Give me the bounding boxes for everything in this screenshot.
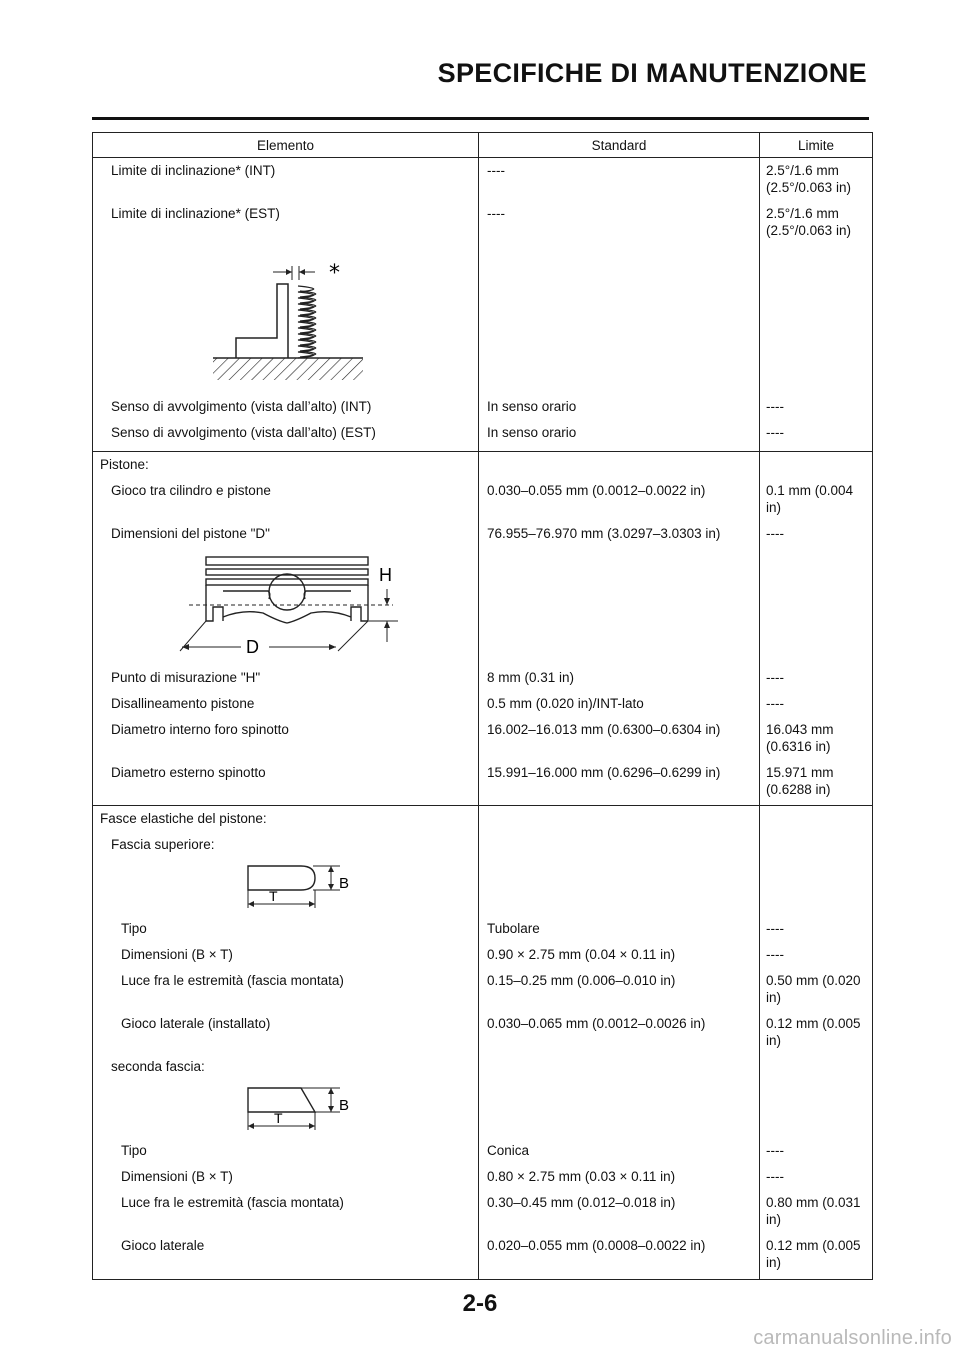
cell-limit: 2.5°/1.6 mm (2.5°/0.063 in) (766, 206, 851, 238)
cell-limit: ---- (766, 947, 784, 962)
cell-limit: 0.80 mm (0.031 in) (766, 1195, 861, 1227)
cell-item: Gioco laterale (installato) (121, 1016, 271, 1031)
cell-limit: 0.1 mm (0.004 in) (766, 483, 854, 515)
cell-item: Punto di misurazione "H" (111, 670, 261, 685)
cell-item: Senso di avvolgimento (vista dall’alto) (EST) (111, 425, 376, 440)
cell-item: Gioco tra cilindro e pistone (111, 483, 271, 498)
table-row (93, 1190, 873, 1233)
piston-label-d: D (246, 637, 259, 657)
square-block (236, 284, 288, 358)
table-row (93, 968, 873, 1011)
rings-group (93, 806, 873, 1280)
second-ring-label-t: T (274, 1110, 283, 1126)
cell-limit: 0.50 mm (0.020 in) (766, 973, 861, 1005)
cell-item: Diametro interno foro spinotto (111, 722, 289, 737)
cell-item: Tipo (121, 921, 147, 936)
second-ring-label-b: B (339, 1097, 350, 1114)
cell-limit: 16.043 mm (0.6316 in) (766, 722, 834, 754)
ground-hatch (213, 358, 363, 380)
col-header-limit: Limite (760, 133, 873, 158)
table-row (93, 201, 873, 244)
cell-limit: ---- (766, 696, 784, 711)
cell-standard: 0.020–0.055 mm (0.0008–0.0022 in) (487, 1238, 706, 1253)
subsection-heading-row (93, 1054, 873, 1080)
cell-standard: 0.15–0.25 mm (0.006–0.010 in) (487, 973, 676, 988)
cell-standard: 8 mm (0.31 in) (487, 670, 575, 685)
top-ring-figure (93, 858, 478, 916)
section-heading-row (93, 452, 873, 479)
cell-limit: ---- (766, 921, 784, 936)
spring-tilt-figure (93, 244, 478, 394)
spec-table (92, 132, 873, 1280)
table-row (93, 1138, 873, 1164)
cell-item: Dimensioni (B × T) (121, 1169, 233, 1184)
cell-limit: ---- (766, 399, 784, 414)
cell-standard: 0.030–0.065 mm (0.0012–0.0026 in) (487, 1016, 706, 1031)
table-row (93, 420, 873, 452)
table-row (93, 760, 873, 806)
section-heading-row (93, 806, 873, 833)
cell-item: Senso di avvolgimento (vista dall’alto) (INT) (111, 399, 372, 414)
second-ring-figure (93, 1080, 478, 1138)
cell-standard: 0.90 × 2.75 mm (0.04 × 0.11 in) (487, 947, 676, 962)
cell-standard: 0.80 × 2.75 mm (0.03 × 0.11 in) (487, 1169, 676, 1184)
cell-limit: ---- (766, 1169, 784, 1184)
cell-item: Limite di inclinazione* (EST) (111, 206, 280, 221)
cell-item: Disallineamento pistone (111, 696, 255, 711)
table-row (93, 691, 873, 717)
figure-row (93, 858, 873, 916)
watermark: carmanualsonline.info (753, 1327, 952, 1349)
title-rule (92, 117, 869, 120)
cell-standard: 0.030–0.055 mm (0.0012–0.0022 in) (487, 483, 706, 498)
col-header-standard: Standard (479, 133, 760, 158)
cell-limit: ---- (766, 1143, 784, 1158)
col-header-item: Elemento (93, 133, 479, 158)
cell-item: Gioco laterale (121, 1238, 205, 1253)
top-ring-label-t: T (269, 888, 278, 904)
table-row (93, 942, 873, 968)
table-row (93, 717, 873, 760)
cell-limit: ---- (766, 526, 784, 541)
cell-item: Luce fra le estremità (fascia montata) (121, 1195, 344, 1210)
cell-standard: 76.955–76.970 mm (3.0297–3.0303 in) (487, 526, 721, 541)
table-row (93, 665, 873, 691)
section-heading: Fasce elastiche del pistone: (100, 811, 267, 826)
table-row (93, 1233, 873, 1280)
second-ring-diagram (93, 1080, 478, 1138)
cell-standard: ---- (487, 206, 505, 221)
cell-standard: 15.991–16.000 mm (0.6296–0.6299 in) (487, 765, 721, 780)
cell-item: Luce fra le estremità (fascia montata) (121, 973, 344, 988)
cell-standard: Tubolare (487, 921, 540, 936)
piston-label-h: H (379, 565, 392, 585)
table-row (93, 158, 873, 202)
cell-standard: 0.5 mm (0.020 in)/INT-lato (487, 696, 644, 711)
figure-row (93, 1080, 873, 1138)
table-row (93, 521, 873, 547)
table-row (93, 478, 873, 521)
table-row (93, 1164, 873, 1190)
top-ring-label-b: B (339, 875, 350, 892)
tilt-mark-label: * (329, 261, 340, 286)
cell-limit: ---- (766, 425, 784, 440)
piston-figure (93, 547, 478, 665)
spring-tilt-diagram (93, 244, 478, 394)
subsection-heading: seconda fascia: (111, 1059, 205, 1074)
figure-row (93, 244, 873, 394)
table-row (93, 916, 873, 942)
cell-standard: In senso orario (487, 425, 577, 440)
figure-row (93, 547, 873, 665)
cell-item: Tipo (121, 1143, 147, 1158)
cell-standard: 0.30–0.45 mm (0.012–0.018 in) (487, 1195, 676, 1210)
cell-limit: 0.12 mm (0.005 in) (766, 1238, 861, 1270)
cell-item: Dimensioni del pistone "D" (111, 526, 270, 541)
subsection-heading: Fascia superiore: (111, 837, 215, 852)
piston-group (93, 452, 873, 806)
springs-group (93, 158, 873, 452)
cell-limit: 15.971 mm (0.6288 in) (766, 765, 834, 797)
section-heading: Pistone: (100, 457, 149, 472)
table-header-row (93, 133, 873, 158)
cell-limit: 2.5°/1.6 mm (2.5°/0.063 in) (766, 163, 851, 195)
cell-standard: Conica (487, 1143, 530, 1158)
piston-diagram (93, 547, 478, 665)
cell-standard: 16.002–16.013 mm (0.6300–0.6304 in) (487, 722, 721, 737)
cell-item: Limite di inclinazione* (INT) (111, 163, 276, 178)
table-row (93, 1011, 873, 1054)
subsection-heading-row (93, 832, 873, 858)
spring-coil (298, 286, 316, 358)
top-ring-diagram (93, 858, 478, 916)
cell-limit: ---- (766, 670, 784, 685)
table-row (93, 394, 873, 420)
cell-standard: ---- (487, 163, 505, 178)
cell-item: Diametro esterno spinotto (111, 765, 266, 780)
page-title: SPECIFICHE DI MANUTENZIONE (437, 58, 867, 88)
cell-item: Dimensioni (B × T) (121, 947, 233, 962)
page-number: 2-6 (462, 1290, 498, 1317)
cell-standard: In senso orario (487, 399, 577, 414)
cell-limit: 0.12 mm (0.005 in) (766, 1016, 861, 1048)
